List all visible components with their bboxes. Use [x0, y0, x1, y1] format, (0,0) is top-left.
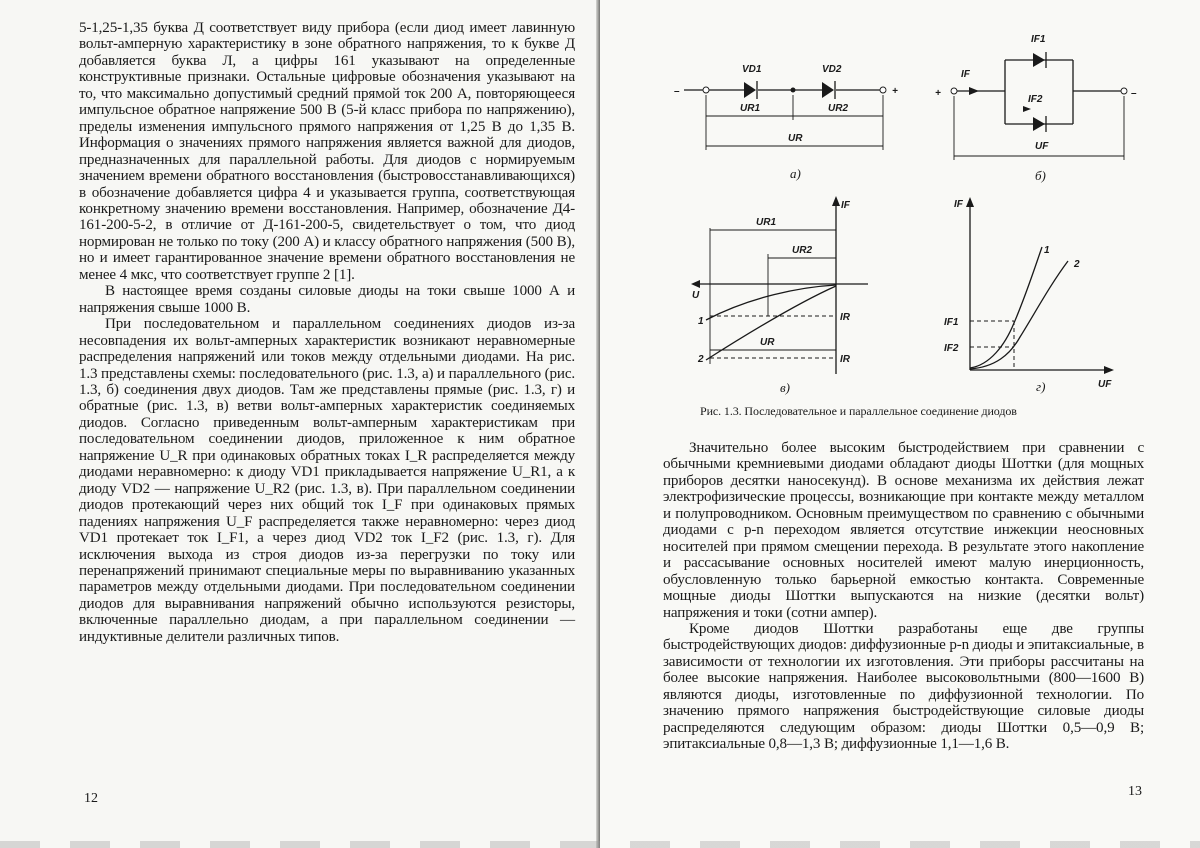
- figure-label-d: г): [1036, 379, 1046, 394]
- figure-label-c: в): [780, 380, 790, 395]
- figure-d-forward-characteristics: [940, 195, 1120, 400]
- label-if2: IF2: [1028, 94, 1043, 105]
- terminal-minus: –: [1131, 88, 1137, 99]
- page-bottom-edge: [0, 841, 1200, 848]
- curve-label-2: 2: [698, 354, 704, 365]
- page-number: 13: [1128, 784, 1142, 799]
- axis-label-if: IF: [841, 200, 850, 211]
- curve-label-2: 2: [1074, 259, 1080, 270]
- axis-label-if: IF: [954, 199, 963, 210]
- label-uf: UF: [1035, 141, 1049, 152]
- right-page-text: [663, 440, 1144, 753]
- label-ur: UR: [788, 133, 803, 144]
- reverse-curve-1: [706, 285, 836, 320]
- reverse-curve-2: [706, 286, 836, 360]
- label-ir: IR: [840, 312, 850, 323]
- paragraph: В настоящее время созданы силовые диоды на токи свыше 1000 А и напряжения свыше 1000 В.: [79, 283, 575, 316]
- terminal-plus: +: [892, 86, 898, 97]
- right-page: [600, 0, 1200, 848]
- paragraph: Кроме диодов Шоттки разработаны еще две группы быстродействующих диодов: диффузионные p-n диоды и эпитаксиальные, в зависимости от технологии их изготовления. Эти приборы рассчитаны на более высокие напряжения. Наиболее высоковольтными (800—1600 В) являются диоды, изготовленные по диффузионной технологии. По значению прямого напряжения быстродействующие силовые диоды распределяются следующим образом: диоды Шоттки 0,5—0,9 В; эпитаксиальные 0,8—1,3 В; диффузионные 1,1—1,6 В.: [663, 620, 1144, 753]
- label-ur1: UR1: [740, 103, 761, 114]
- label-ir: IR: [840, 354, 850, 365]
- paragraph: Значительно более высоким быстродействием при сравнении с обычными кремниевыми диодами обладают диоды Шоттки (для мощных приборов десятки наносекунд). В основе механизма их действия лежат электрофизические процессы, возникающие при контакте между металлом и полупроводником. Основным преимуществом по сравнению с обычными диодами с p-n переходом является отсутствие инжекции неосновных носителей при прямом смещении перехода. В результате этого накопление и рассасывание основных носителей имеют малую инерционность, обусловленную только барьерной емкостью контакта. Современные мощные диоды Шоттки выпускаются на низкие (десятки вольт) напряжения и токи (сотни ампер).: [663, 440, 1144, 621]
- forward-curve-1: [970, 247, 1042, 368]
- figure-c-reverse-characteristics: [690, 192, 880, 402]
- curve-label-1: 1: [698, 316, 704, 327]
- label-ur1: UR1: [756, 217, 777, 228]
- paragraph: 5-1,25-1,35 буква Д соответствует виду прибора (если диод имеет лавинную вольт-амперную характеристику в зоне обратного напряжения, то к букве Д добавляется буква Л, а цифры 161 указывают на определенные конструктивные признаки. Остальные цифровые обозначения указывают на то, что максимально допустимый средний прямой ток 200 А, повторяющееся импульсное обратное напряжение 500 В (5-й класс прибора по напряжению), пределы изменения импульсного прямого напряжения от 1,25 В до 1,35 В. Информация о значениях прямого напряжения является важной для диодов, предназначенных для параллельной работы. Для диодов с нормируемым значением времени обратного восстановления (быстровосстанавливающихся) в обозначение добавляется цифра 4 и указывается группа, соответствующая конкретному значению времени восстановления. Например, обозначение Д4-161-200-5-2, в отличие от Д-161-200-5, свидетельствует о том, что диод нормирован не только по току (200 А) и классу обратного напряжения (500 В), но и имеет гарантированное значение времени обратного восстановления не менее 4 мкс, что соответствует группе 2 [1].: [79, 20, 575, 283]
- figure-label-a: а): [790, 166, 801, 181]
- figure-label-b: б): [1035, 168, 1046, 183]
- page-number: 12: [84, 791, 98, 806]
- label-ur: UR: [760, 337, 775, 348]
- terminal-minus: –: [674, 86, 680, 97]
- label-if2: IF2: [944, 343, 959, 354]
- label-if1: IF1: [1031, 34, 1046, 45]
- label-vd1: VD1: [742, 64, 762, 75]
- terminal-plus: +: [935, 88, 941, 99]
- axis-label-u: U: [692, 290, 700, 301]
- axis-label-uf: UF: [1098, 379, 1112, 390]
- label-ur2: UR2: [828, 103, 849, 114]
- figure-caption: Рис. 1.3. Последовательное и параллельное соединение диодов: [700, 404, 1017, 418]
- left-page-text: [79, 20, 575, 645]
- label-if1: IF1: [944, 317, 959, 328]
- figure-b-parallel-circuit: [935, 32, 1135, 187]
- curve-label-1: 1: [1044, 245, 1050, 256]
- label-ur2: UR2: [792, 245, 813, 256]
- forward-curve-2: [970, 261, 1068, 369]
- figure-a-series-circuit: [674, 50, 910, 185]
- label-if: IF: [961, 69, 970, 80]
- label-vd2: VD2: [822, 64, 842, 75]
- paragraph: При последовательном и параллельном соединениях диодов из-за несовпадения их вольт-амперных характеристик возникают неравномерные распределения напряжений или токов между отдельными диодами. На рис. 1.3 представлены схемы: последовательного (рис. 1.3, а) и параллельного (рис. 1.3, б) соединения двух диодов. Там же представлены прямые (рис. 1.3, г) и обратные (рис. 1.3, в) ветви вольт-амперных характеристик соединяемых диодов. Согласно приведенным вольт-амперным характеристикам при последовательном соединении диодов, приложенное к ним обратное напряжение U_R при одинаковых обратных токах I_R распределяется между диодами неравномерно: к диоду VD1 прикладывается напряжение U_R1, а к диоду VD2 — напряжение U_R2 (рис. 1.3, в). При параллельном соединении диодов протекающий через них общий ток I_F при одинаковых прямых падениях напряжения U_F распределяется также неравномерно: через диод VD1 протекает ток I_F1, а через диод VD2 ток I_F2 (рис. 1.3, г). Для исключения выхода из строя диодов из-за перегрузки по току или перенапряжений принимают специальные меры по выравниванию указанных параметров между отдельными диодами. При последовательном соединении диодов для выравнивания напряжений обычно используются резисторы, включенные параллельно диодам, а при параллельном соединении — индуктивные делители различных типов.: [79, 316, 575, 645]
